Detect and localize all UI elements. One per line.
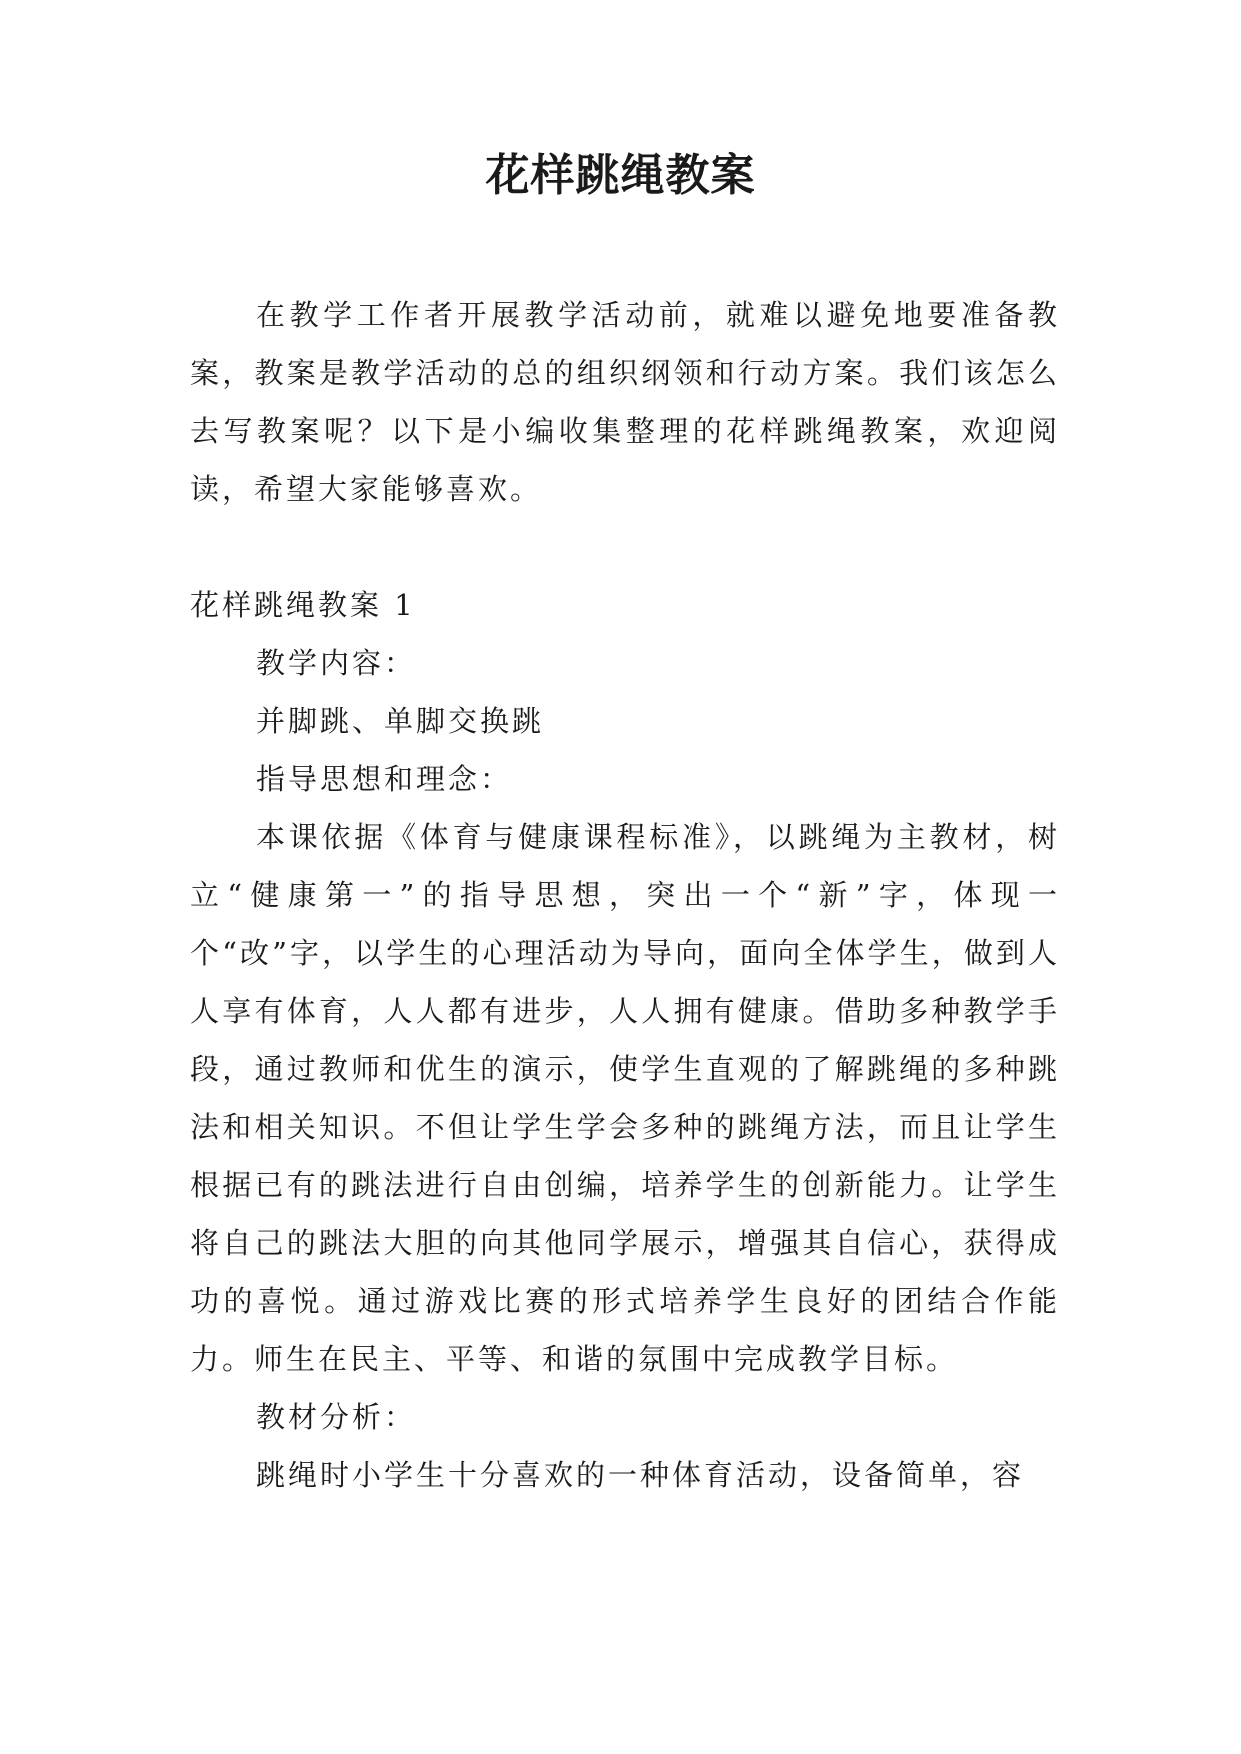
- teaching-content-label: 教学内容：: [256, 646, 417, 680]
- document-body: [190, 286, 1060, 1504]
- intro-paragraph: 在教学工作者开展教学活动前，就难以避免地要准备教案，教案是教学活动的总的组织纲领和行动方案。我们该怎么去写教案呢？以下是小编收集整理的花样跳绳教案，欢迎阅读，希望大家能够喜欢。: [190, 298, 1060, 506]
- guiding-idea-paragraph: 本课依据《体育与健康课程标准》，以跳绳为主教材，树立“健康第一”的指导思想，突出一个“新”字，体现一个“改”字，以学生的心理活动为导向，面向全体学生，做到人人享有体育，人人都有进步，人人拥有健康。借助多种教学手段，通过教师和优生的演示，使学生直观的了解跳绳的多种跳法和相关知识。不但让学生学会多种的跳绳方法，而且让学生根据已有的跳法进行自由创编，培养学生的创新能力。让学生将自己的跳法大胆的向其他同学展示，增强其自信心，获得成功的喜悦。通过游戏比赛的形式培养学生良好的团结合作能力。师生在民主、平等、和谐的氛围中完成教学目标。: [190, 820, 1060, 1376]
- material-analysis-paragraph: 跳绳时小学生十分喜欢的一种体育活动，设备简单，容: [256, 1458, 1025, 1492]
- document-title: 花样跳绳教案: [485, 150, 756, 201]
- guiding-idea-label: 指导思想和理念：: [256, 762, 513, 796]
- teaching-content-text: 并脚跳、单脚交换跳: [256, 704, 545, 738]
- material-analysis-label: 教材分析：: [256, 1400, 417, 1434]
- section-heading: 花样跳绳教案 1: [190, 588, 416, 622]
